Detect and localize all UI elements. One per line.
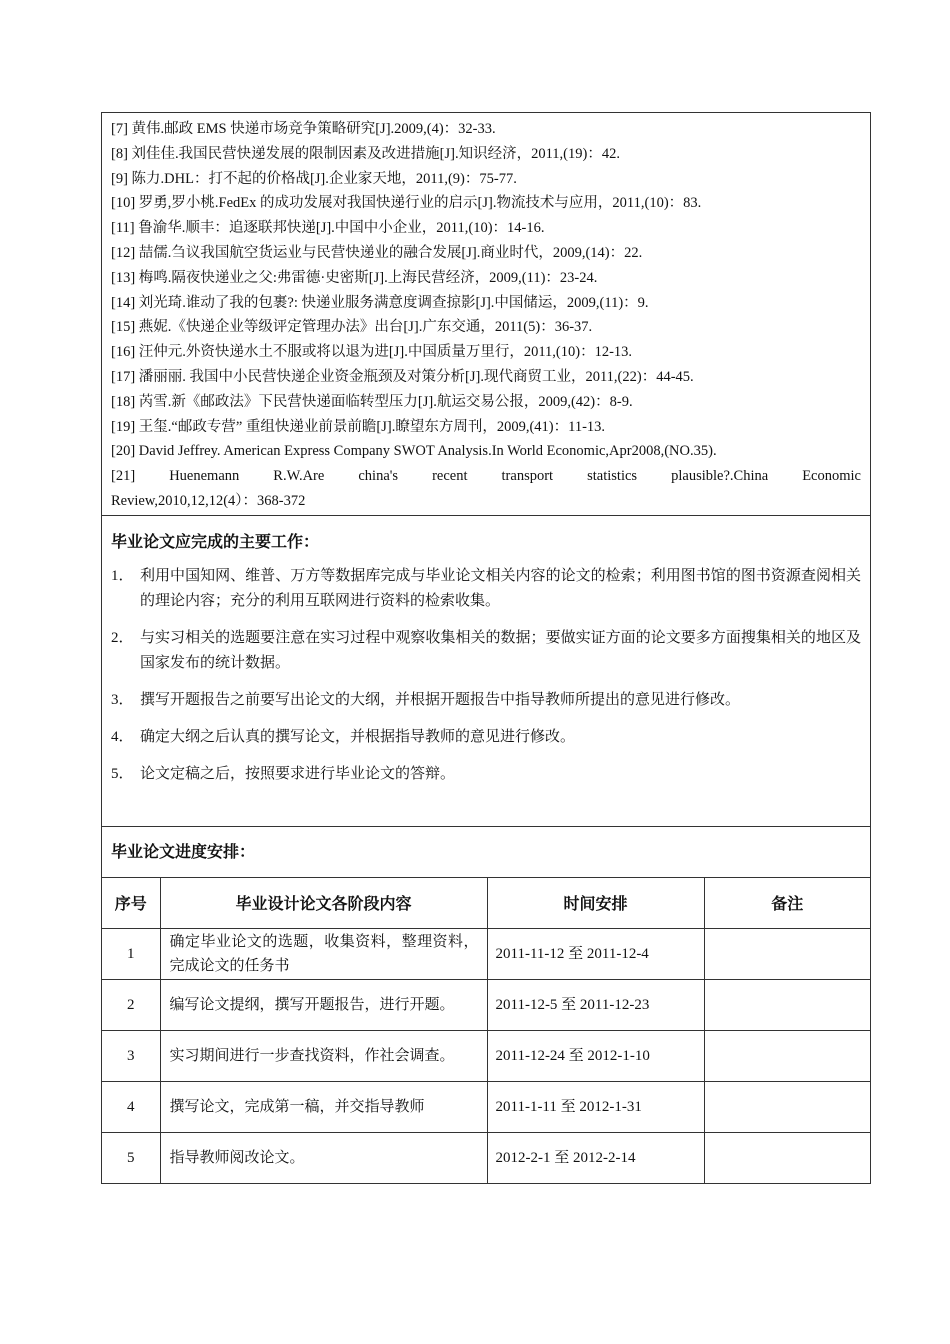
task-number: 3．: [111, 691, 134, 708]
row-note: [704, 1132, 870, 1183]
reference-item: [15] 燕妮.《快递企业等级评定管理办法》出台[J].广东交通，2011(5)：36-37.: [111, 319, 593, 336]
row-number: 3: [102, 1030, 160, 1081]
task-item: [111, 564, 861, 614]
column-header-content: 毕业设计论文各阶段内容: [160, 878, 487, 929]
row-content: 撰写论文，完成第一稿，并交指导教师: [160, 1081, 487, 1132]
table-row: [102, 979, 870, 1030]
schedule-header-row: [102, 878, 870, 929]
reference-item: [7] 黄伟.邮政 EMS 快递市场竞争策略研究[J].2009,(4)：32-33.: [111, 121, 496, 137]
reference-item: [8] 刘佳佳.我国民营快递发展的限制因素及改进措施[J].知识经济，2011,(19)：42.: [111, 145, 620, 162]
row-note: [704, 1030, 870, 1081]
row-number: 1: [102, 928, 160, 979]
references-section: [102, 113, 870, 516]
task-text: 撰写开题报告之前要写出论文的大纲，并根据开题报告中指导教师所提出的意见进行修改。: [140, 691, 741, 708]
row-note: [704, 1081, 870, 1132]
row-note: [704, 928, 870, 979]
row-content: 实习期间进行一步查找资料，作社会调查。: [160, 1030, 487, 1081]
row-time: 2011-1-11 至 2012-1-31: [487, 1081, 704, 1132]
reference-item: [13] 梅鸣.隔夜快递业之父:弗雷德·史密斯[J].上海民营经济，2009,(11)：23-24.: [111, 269, 598, 286]
column-header-number: 序号: [102, 878, 160, 929]
row-time: 2011-12-24 至 2012-1-10: [487, 1030, 704, 1081]
reference-item: [14] 刘光琦.谁动了我的包裹?: 快递业服务满意度调查掠影[J].中国储运，2009,(11)：9.: [111, 294, 649, 311]
task-number: 2．: [111, 629, 134, 646]
table-row: [102, 1132, 870, 1183]
row-content: 指导教师阅改论文。: [160, 1132, 487, 1183]
reference-item: [18] 芮雪.新《邮政法》下民营快递面临转型压力[J].航运交易公报，2009,(42)：8-9.: [111, 393, 633, 410]
task-item: [111, 688, 861, 713]
reference-item: [16] 汪仲元.外资快递水土不服或将以退为进[J].中国质量万里行，2011,(10)：12-13.: [111, 344, 633, 361]
reference-item-21-line1: [21] Huenemann R.W.Are china's recent transport statistics plausible?.China Economic: [111, 468, 861, 485]
row-time: 2011-12-5 至 2011-12-23: [487, 979, 704, 1030]
reference-item-21-line2: Review,2010,12,12(4）：368-372: [111, 492, 306, 509]
reference-item: [17] 潘丽丽. 我国中小民营快递企业资金瓶颈及对策分析[J].现代商贸工业，2011,(22)：44-45.: [111, 368, 694, 385]
schedule-heading-row: [102, 827, 870, 878]
main-tasks-section: [102, 516, 870, 827]
row-number: 5: [102, 1132, 160, 1183]
table-row: [102, 1081, 870, 1132]
tasks-heading: 毕业论文应完成的主要工作：: [111, 531, 320, 551]
row-number: 4: [102, 1081, 160, 1132]
column-header-time: 时间安排: [487, 878, 704, 929]
table-row: [102, 1030, 870, 1081]
row-content: 编写论文提纲，撰写开题报告，进行开题。: [160, 979, 487, 1030]
schedule-heading: 毕业论文进度安排：: [111, 841, 256, 861]
reference-item: [19] 王玺.“邮政专营” 重组快递业前景前瞻[J].瞭望东方周刊，2009,(41)：11-13.: [111, 418, 606, 435]
task-text: 利用中国知网、维普、万方等数据库完成与毕业论文相关内容的论文的检索；利用图书馆的图书资源查阅相关的理论内容；充分的利用互联网进行资料的检索收集。: [140, 567, 861, 609]
form-frame: [101, 112, 871, 1184]
reference-item: [12] 喆儒.刍议我国航空货运业与民营快递业的融合发展[J].商业时代，2009,(14)：22.: [111, 244, 643, 261]
task-number: 5．: [111, 765, 134, 782]
reference-item: [9] 陈力.DHL：打不起的价格战[J].企业家天地，2011,(9)：75-77.: [111, 170, 517, 187]
reference-item: [10] 罗勇,罗小桃.FedEx 的成功发展对我国快递行业的启示[J].物流技术与应用，2011,(10)：83.: [111, 195, 702, 212]
schedule-table: [102, 878, 870, 1183]
reference-item: [20] David Jeffrey. American Express Company SWOT Analysis.In World Economic,Apr2008,(NO.35).: [111, 443, 717, 460]
row-time: 2012-2-1 至 2012-2-14: [487, 1132, 704, 1183]
column-header-note: 备注: [704, 878, 870, 929]
task-number: 4．: [111, 728, 134, 745]
task-list: [111, 564, 861, 787]
table-row: [102, 928, 870, 979]
task-text: 确定大纲之后认真的撰写论文，并根据指导教师的意见进行修改。: [140, 728, 576, 745]
task-text: 论文定稿之后，按照要求进行毕业论文的答辩。: [140, 765, 456, 782]
task-number: 1．: [111, 567, 134, 584]
row-number: 2: [102, 979, 160, 1030]
task-item: [111, 626, 861, 676]
row-content: 确定毕业论文的选题，收集资料，整理资料，完成论文的任务书: [160, 928, 487, 979]
task-item: [111, 762, 861, 787]
row-note: [704, 979, 870, 1030]
task-item: [111, 725, 861, 750]
row-time: 2011-11-12 至 2011-12-4: [487, 928, 704, 979]
task-text: 与实习相关的选题要注意在实习过程中观察收集相关的数据；要做实证方面的论文要多方面搜集相关的地区及国家发布的统计数据。: [140, 629, 861, 671]
reference-item: [11] 鲁渝华.顺丰：追逐联邦快递[J].中国中小企业，2011,(10)：14-16.: [111, 220, 545, 237]
